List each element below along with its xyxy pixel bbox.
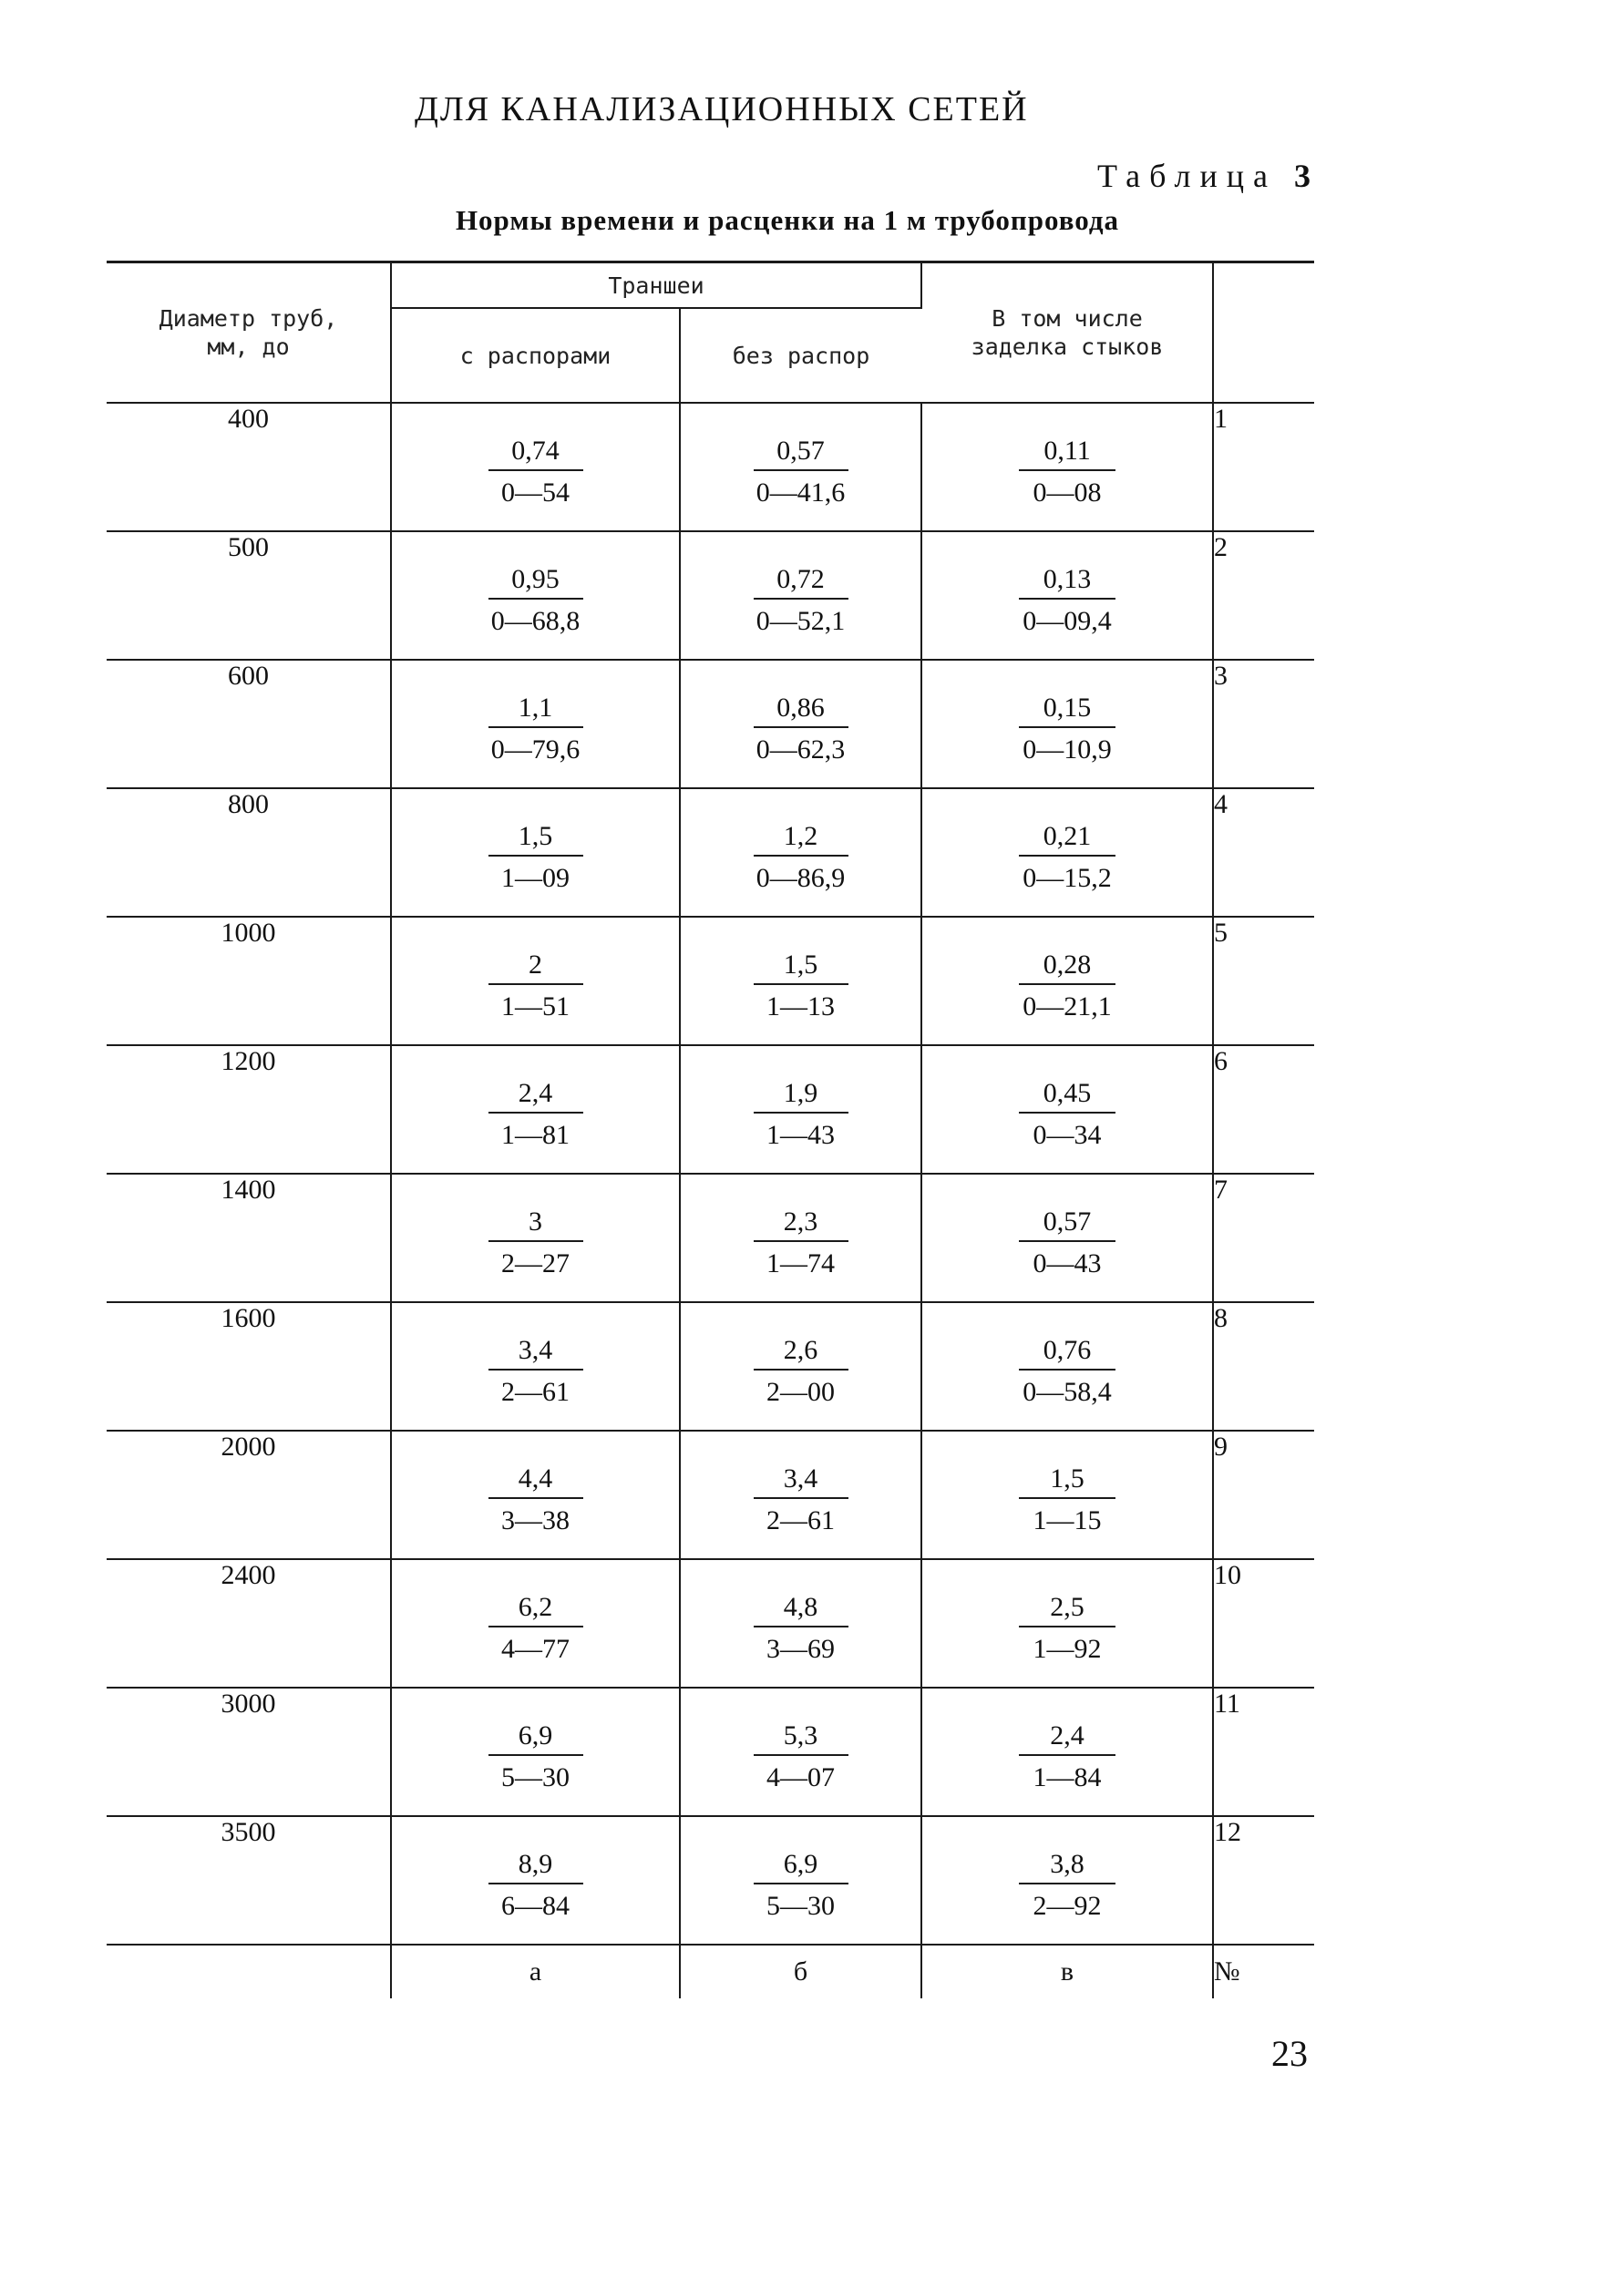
norm-time-v: 0,13 xyxy=(1019,563,1115,600)
cell-a xyxy=(391,403,680,531)
cell-a xyxy=(391,1816,680,1945)
cell-a xyxy=(391,531,680,660)
norm-time-b: 2,3 xyxy=(754,1206,848,1242)
norm-time-a: 3,4 xyxy=(488,1334,583,1371)
header-row-top xyxy=(107,262,1314,309)
rate-a: 2—61 xyxy=(501,1377,570,1407)
table-row xyxy=(107,917,1314,1045)
norm-time-v: 0,45 xyxy=(1019,1077,1115,1114)
cell-a xyxy=(391,917,680,1045)
rate-a: 6—84 xyxy=(501,1891,570,1921)
rate-b: 0—86,9 xyxy=(755,863,846,893)
norm-time-a: 6,9 xyxy=(488,1720,583,1756)
cell-row-number: 5 xyxy=(1213,917,1314,1045)
cell-b xyxy=(680,1174,921,1302)
norm-time-b: 0,57 xyxy=(754,435,848,471)
cell-b xyxy=(680,1816,921,1945)
norm-time-b: 0,72 xyxy=(754,563,848,600)
norm-time-a: 8,9 xyxy=(488,1848,583,1884)
fraction-v xyxy=(1019,1591,1115,1668)
footer-row xyxy=(107,1945,1314,1998)
cell-row-number: 10 xyxy=(1213,1559,1314,1688)
norm-time-b: 0,86 xyxy=(754,692,848,728)
section-title: ДЛЯ КАНАЛИЗАЦИОННЫХ СЕТЕЙ xyxy=(415,90,1029,128)
norm-time-a: 2,4 xyxy=(488,1077,583,1114)
cell-v xyxy=(921,660,1213,788)
norm-time-v: 1,5 xyxy=(1019,1463,1115,1499)
table-row xyxy=(107,788,1314,917)
cell-diameter: 2400 xyxy=(107,1559,391,1688)
norm-time-b: 6,9 xyxy=(754,1848,848,1884)
rate-b: 2—00 xyxy=(766,1377,835,1407)
rate-v: 0—58,4 xyxy=(1023,1377,1112,1407)
cell-v xyxy=(921,1431,1213,1559)
page-number: 23 xyxy=(1271,2033,1308,2074)
rate-a: 0—79,6 xyxy=(490,734,581,765)
norm-time-b: 1,2 xyxy=(754,820,848,857)
rate-b: 1—74 xyxy=(766,1248,835,1278)
cell-a xyxy=(391,1431,680,1559)
rate-v: 1—84 xyxy=(1033,1762,1102,1792)
rate-v: 0—08 xyxy=(1033,477,1102,508)
cell-v xyxy=(921,1174,1213,1302)
table-body xyxy=(107,403,1314,1945)
fraction-a xyxy=(488,1591,583,1668)
rate-v: 0—15,2 xyxy=(1023,863,1112,893)
table-title: Нормы времени и расценки на 1 м трубопровода xyxy=(455,204,1120,236)
table-row xyxy=(107,1816,1314,1945)
cell-diameter: 3500 xyxy=(107,1816,391,1945)
cell-row-number: 6 xyxy=(1213,1045,1314,1174)
norm-time-a: 0,74 xyxy=(488,435,583,471)
rate-b: 0—52,1 xyxy=(755,606,846,636)
cell-v xyxy=(921,1302,1213,1431)
rate-a: 2—27 xyxy=(501,1248,570,1278)
rate-v: 0—21,1 xyxy=(1023,991,1112,1022)
cell-b xyxy=(680,1431,921,1559)
norm-time-v: 0,57 xyxy=(1019,1206,1115,1242)
column-header-diameter: Диаметр труб, мм, до xyxy=(107,262,391,404)
fraction-v xyxy=(1019,1463,1115,1539)
cell-diameter: 1600 xyxy=(107,1302,391,1431)
cell-v xyxy=(921,1559,1213,1688)
cell-b xyxy=(680,1045,921,1174)
fraction-b xyxy=(754,1848,848,1925)
cell-row-number: 8 xyxy=(1213,1302,1314,1431)
cell-diameter: 500 xyxy=(107,531,391,660)
cell-a xyxy=(391,1174,680,1302)
fraction-a xyxy=(488,1463,583,1539)
rate-a: 3—38 xyxy=(501,1505,570,1535)
cell-v xyxy=(921,403,1213,531)
rate-a: 1—09 xyxy=(501,863,570,893)
rate-v: 0—09,4 xyxy=(1023,606,1112,636)
cell-v xyxy=(921,1816,1213,1945)
rate-a: 1—51 xyxy=(501,991,570,1022)
rate-b: 3—69 xyxy=(766,1634,835,1664)
norm-time-a: 6,2 xyxy=(488,1591,583,1627)
table-label-word: Таблица xyxy=(1097,158,1277,194)
cell-b xyxy=(680,1559,921,1688)
table-row xyxy=(107,1688,1314,1816)
cell-row-number: 12 xyxy=(1213,1816,1314,1945)
fraction-a xyxy=(488,563,583,640)
table-row xyxy=(107,1045,1314,1174)
norm-time-v: 0,21 xyxy=(1019,820,1115,857)
cell-v xyxy=(921,917,1213,1045)
cell-row-number: 2 xyxy=(1213,531,1314,660)
cell-b xyxy=(680,917,921,1045)
table-label xyxy=(1097,157,1311,195)
cell-b xyxy=(680,788,921,917)
cell-row-number: 7 xyxy=(1213,1174,1314,1302)
cell-diameter: 800 xyxy=(107,788,391,917)
fraction-a xyxy=(488,1077,583,1154)
norm-time-a: 2 xyxy=(488,949,583,985)
rate-v: 0—10,9 xyxy=(1023,734,1112,765)
rate-v: 0—43 xyxy=(1033,1248,1102,1278)
norm-time-v: 0,76 xyxy=(1019,1334,1115,1371)
column-header-without-struts: без распор xyxy=(680,308,921,403)
cell-row-number: 4 xyxy=(1213,788,1314,917)
cell-diameter: 2000 xyxy=(107,1431,391,1559)
cell-v xyxy=(921,788,1213,917)
norm-time-b: 1,5 xyxy=(754,949,848,985)
norm-time-a: 4,4 xyxy=(488,1463,583,1499)
table-row xyxy=(107,660,1314,788)
fraction-v xyxy=(1019,692,1115,768)
fraction-b xyxy=(754,1463,848,1539)
norm-time-a: 1,5 xyxy=(488,820,583,857)
norm-time-v: 3,8 xyxy=(1019,1848,1115,1884)
norm-time-v: 0,28 xyxy=(1019,949,1115,985)
cell-v xyxy=(921,1688,1213,1816)
fraction-a xyxy=(488,435,583,511)
fraction-b xyxy=(754,692,848,768)
footer-letter-b: б xyxy=(680,1945,921,1998)
fraction-v xyxy=(1019,1848,1115,1925)
rate-b: 1—43 xyxy=(766,1120,835,1150)
rate-a: 0—68,8 xyxy=(490,606,581,636)
norm-time-b: 5,3 xyxy=(754,1720,848,1756)
fraction-v xyxy=(1019,1334,1115,1411)
fraction-v xyxy=(1019,1077,1115,1154)
footer-letter-a: а xyxy=(391,1945,680,1998)
cell-row-number: 1 xyxy=(1213,403,1314,531)
rate-b: 5—30 xyxy=(766,1891,835,1921)
rate-b: 0—62,3 xyxy=(755,734,846,765)
norm-time-v: 2,5 xyxy=(1019,1591,1115,1627)
cell-row-number: 9 xyxy=(1213,1431,1314,1559)
fraction-a xyxy=(488,1720,583,1796)
cell-b xyxy=(680,403,921,531)
fraction-b xyxy=(754,1334,848,1411)
cell-diameter: 1000 xyxy=(107,917,391,1045)
rate-b: 0—41,6 xyxy=(755,477,846,508)
norm-time-b: 1,9 xyxy=(754,1077,848,1114)
column-header-trenches: Траншеи xyxy=(391,262,921,309)
cell-row-number: 11 xyxy=(1213,1688,1314,1816)
cell-diameter: 400 xyxy=(107,403,391,531)
cell-diameter: 1400 xyxy=(107,1174,391,1302)
column-header-with-struts: с распорами xyxy=(391,308,680,403)
cell-a xyxy=(391,788,680,917)
fraction-a xyxy=(488,1206,583,1282)
table-row xyxy=(107,531,1314,660)
norm-time-b: 2,6 xyxy=(754,1334,848,1371)
cell-b xyxy=(680,1688,921,1816)
column-header-including: В том числе заделка стыков xyxy=(921,262,1213,404)
fraction-v xyxy=(1019,949,1115,1025)
footer-letter-v: в xyxy=(921,1945,1213,1998)
rate-a: 5—30 xyxy=(501,1762,570,1792)
table-row xyxy=(107,1431,1314,1559)
fraction-a xyxy=(488,1848,583,1925)
fraction-v xyxy=(1019,435,1115,511)
fraction-b xyxy=(754,1591,848,1668)
rate-v: 2—92 xyxy=(1033,1891,1102,1921)
table-number: 3 xyxy=(1294,158,1311,194)
norm-time-v: 2,4 xyxy=(1019,1720,1115,1756)
rate-v: 1—15 xyxy=(1033,1505,1102,1535)
table-row xyxy=(107,403,1314,531)
cell-v xyxy=(921,531,1213,660)
fraction-b xyxy=(754,1720,848,1796)
fraction-a xyxy=(488,1334,583,1411)
cell-a xyxy=(391,1045,680,1174)
norm-time-a: 1,1 xyxy=(488,692,583,728)
table-row xyxy=(107,1559,1314,1688)
fraction-v xyxy=(1019,563,1115,640)
cell-a xyxy=(391,1688,680,1816)
cell-b xyxy=(680,1302,921,1431)
fraction-a xyxy=(488,692,583,768)
fraction-b xyxy=(754,1077,848,1154)
fraction-a xyxy=(488,820,583,897)
cell-a xyxy=(391,1559,680,1688)
footer-number-sign: № xyxy=(1214,1956,1240,1987)
table-row xyxy=(107,1174,1314,1302)
norm-time-b: 4,8 xyxy=(754,1591,848,1627)
table-row xyxy=(107,1302,1314,1431)
cell-row-number: 3 xyxy=(1213,660,1314,788)
norm-time-v: 0,11 xyxy=(1019,435,1115,471)
cell-a xyxy=(391,1302,680,1431)
rate-a: 1—81 xyxy=(501,1120,570,1150)
cell-diameter: 1200 xyxy=(107,1045,391,1174)
rate-a: 4—77 xyxy=(501,1634,570,1664)
cell-a xyxy=(391,660,680,788)
cell-diameter: 600 xyxy=(107,660,391,788)
footer-blank-cell xyxy=(107,1945,391,1998)
rate-v: 1—92 xyxy=(1033,1634,1102,1664)
norm-time-a: 3 xyxy=(488,1206,583,1242)
fraction-v xyxy=(1019,820,1115,897)
fraction-a xyxy=(488,949,583,1025)
fraction-v xyxy=(1019,1720,1115,1796)
norm-time-v: 0,15 xyxy=(1019,692,1115,728)
rate-v: 0—34 xyxy=(1033,1120,1102,1150)
cell-diameter: 3000 xyxy=(107,1688,391,1816)
norm-time-a: 0,95 xyxy=(488,563,583,600)
rate-b: 4—07 xyxy=(766,1762,835,1792)
column-header-number xyxy=(1213,262,1314,404)
fraction-v xyxy=(1019,1206,1115,1282)
norms-table xyxy=(107,261,1314,1998)
cell-b xyxy=(680,531,921,660)
norm-time-b: 3,4 xyxy=(754,1463,848,1499)
rate-b: 2—61 xyxy=(766,1505,835,1535)
cell-v xyxy=(921,1045,1213,1174)
rate-b: 1—13 xyxy=(766,991,835,1022)
fraction-b xyxy=(754,563,848,640)
rate-a: 0—54 xyxy=(501,477,570,508)
fraction-b xyxy=(754,820,848,897)
cell-b xyxy=(680,660,921,788)
fraction-b xyxy=(754,1206,848,1282)
fraction-b xyxy=(754,949,848,1025)
fraction-b xyxy=(754,435,848,511)
